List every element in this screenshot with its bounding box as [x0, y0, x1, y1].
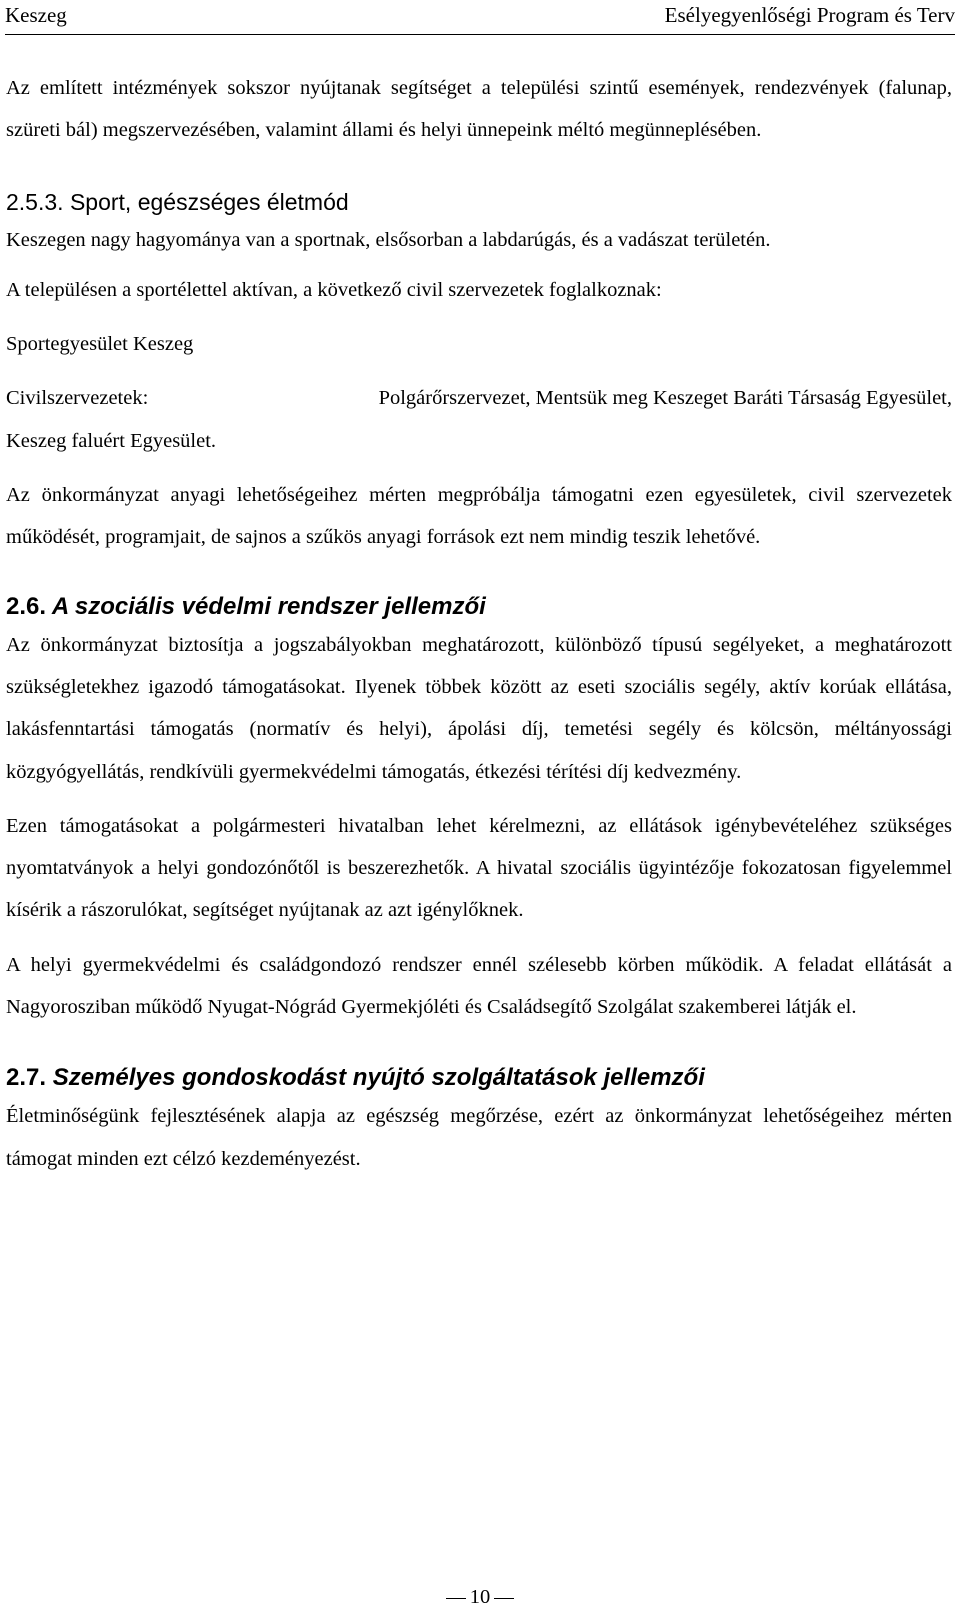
paragraph-sport-club: Sportegyesület Keszeg [6, 333, 194, 356]
paragraph-institutions: Az említett intézmények sokszor nyújtanak segítséget a települési szintű események, rendezvények (falunap, szüreti bál) megszervezésében, valamint állami és helyi ünnepeink méltó megünneplésében. [6, 77, 952, 142]
section-heading-2-7 [6, 1061, 952, 1095]
section-number: 2.6. [6, 592, 47, 620]
civil-organizations-line [6, 377, 952, 419]
paragraph-child-protection: A helyi gyermekvédelmi és családgondozó rendszer ennél szélesebb körben működik. A feladat ellátását a Nagyorosziban működő Nyugat-Nógrád Gyermekjóléti és Családsegítő Szolgálat szakemberei látják el. [6, 953, 952, 1019]
civil-label: Civilszervezetek: [6, 387, 149, 410]
section-heading-2-5-3 [6, 185, 952, 219]
document-body [6, 67, 952, 1180]
footer-dash-left [446, 1598, 466, 1599]
civil-items: Polgárőrszervezet, Mentsük meg Keszeget Baráti Társaság Egyesület, [378, 387, 952, 410]
paragraph-quality-of-life: Életminőségünk fejlesztésének alapja az egészség megőrzése, ezért az önkormányzat lehetőségeihez mérten támogat minden ezt célzó kezdeményezést. [6, 1105, 952, 1170]
page-number: 10 [469, 1586, 491, 1608]
section-title: Sport, egészséges életmód [69, 188, 349, 215]
paragraph-sport-tradition: Keszegen nagy hagyománya van a sportnak, elsősorban a labdarúgás, és a vadászat területén. [6, 228, 771, 251]
header-left-title: Keszeg [5, 3, 67, 27]
civil-last-item: Keszeg faluért Egyesület. [6, 429, 217, 452]
header-right-title: Esélyegyenlőségi Program és Terv [664, 3, 955, 27]
section-number: 2.7. [6, 1064, 47, 1092]
section-number: 2.5.3. [6, 188, 64, 215]
page-footer [0, 1583, 960, 1611]
paragraph-social-benefits: Az önkormányzat biztosítja a jogszabályokban meghatározott, különböző típusú segélyeket, a meghatározott szükségletekhez igazodó támogatásokat. Ilyenek többek között az eseti szociális segély, aktív korúak ellátása, lakásfenntartási támogatás (normatív és helyi), ápolási díj, temetési segély és kölcsön, méltányossági közgyógyellátás, rendkívüli gyermekvédelmi támogatás, étkezési térítési díj kedvezmény. [6, 633, 952, 783]
page-header [5, 0, 955, 35]
footer-dash-right [494, 1598, 514, 1599]
paragraph-sport-organizations: A településen a sportélettel aktívan, a következő civil szervezetek foglalkoznak: [6, 278, 662, 301]
paragraph-municipal-support: Az önkormányzat anyagi lehetőségeihez mérten megpróbálja támogatni ezen egyesületek, civil szervezetek működését, programjait, de sajnos a szűkös anyagi források ezt nem mindig teszik lehetővé. [6, 484, 952, 549]
paragraph-benefit-application: Ezen támogatásokat a polgármesteri hivatalban lehet kérelmezni, az ellátások igénybevételéhez szükséges nyomtatványok a helyi gondozónőtől is beszerezhetők. A hivatal szociális ügyintézője fokozatosan figyelemmel kísérik a rászorulókat, segítséget nyújtanak az azt igénylőknek. [6, 814, 952, 922]
section-title: A szociális védelmi rendszer jellemzői [51, 592, 486, 620]
section-heading-2-6 [6, 590, 952, 624]
section-title: Személyes gondoskodást nyújtó szolgáltatások jellemzői [52, 1064, 705, 1092]
